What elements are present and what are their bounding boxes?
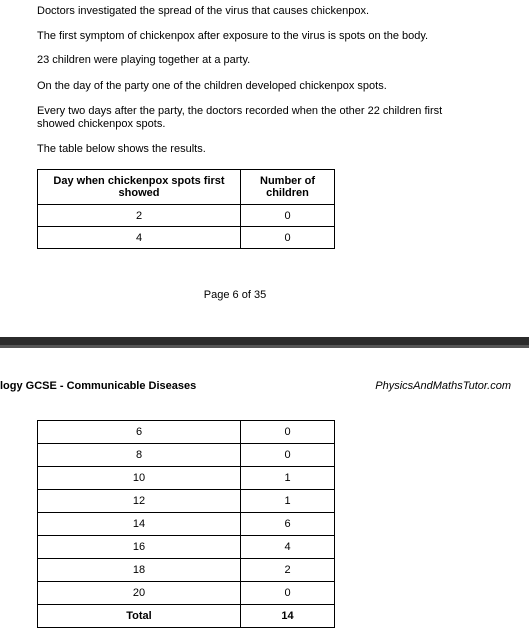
cell-day: 16 — [38, 536, 241, 559]
cell-count: 0 — [241, 582, 335, 605]
cell-total-label: Total — [38, 605, 241, 628]
table-row — [38, 536, 335, 559]
page-divider-edge — [0, 345, 529, 348]
cell-count: 6 — [241, 513, 335, 536]
cell-count: 0 — [241, 444, 335, 467]
results-table-continued — [37, 420, 335, 628]
cell-count: 0 — [241, 421, 335, 444]
cell-day: 8 — [38, 444, 241, 467]
cell-day: 6 — [38, 421, 241, 444]
header-children: Number of children — [241, 170, 335, 205]
paragraph-intro: Doctors investigated the spread of the virus that causes chickenpox. — [37, 5, 370, 17]
table-header-row — [38, 170, 335, 205]
cell-day: 20 — [38, 582, 241, 605]
paragraph-first-case: On the day of the party one of the children developed chickenpox spots. — [37, 80, 387, 92]
cell-day: 12 — [38, 490, 241, 513]
header-day: Day when chickenpox spots first showed — [38, 170, 241, 205]
cell-day: 10 — [38, 467, 241, 490]
cell-count: 2 — [241, 559, 335, 582]
paragraph-table-intro: The table below shows the results. — [37, 143, 206, 155]
cell-day: 2 — [38, 205, 241, 227]
table-row — [38, 513, 335, 536]
header-site: PhysicsAndMathsTutor.com — [375, 380, 511, 392]
cell-count: 1 — [241, 467, 335, 490]
results-table-top — [37, 169, 335, 249]
table-total-row — [38, 605, 335, 628]
paragraph-recording: Every two days after the party, the doctors recorded when the other 22 children first showed chickenpox spots. — [37, 105, 443, 130]
cell-total-value: 14 — [241, 605, 335, 628]
table-row — [38, 444, 335, 467]
table-row — [38, 582, 335, 605]
cell-count: 1 — [241, 490, 335, 513]
table-row — [38, 205, 335, 227]
table-row — [38, 490, 335, 513]
paragraph-party: 23 children were playing together at a party. — [37, 54, 251, 66]
cell-day: 14 — [38, 513, 241, 536]
cell-count: 0 — [241, 227, 335, 249]
page-number: Page 6 of 35 — [203, 289, 267, 301]
header-title: logy GCSE - Communicable Diseases — [0, 380, 197, 392]
table-row — [38, 227, 335, 249]
table-row — [38, 467, 335, 490]
cell-count: 4 — [241, 536, 335, 559]
paragraph-symptom: The first symptom of chickenpox after exposure to the virus is spots on the body. — [37, 30, 429, 42]
table-row — [38, 421, 335, 444]
cell-day: 4 — [38, 227, 241, 249]
table-row — [38, 559, 335, 582]
cell-day: 18 — [38, 559, 241, 582]
cell-count: 0 — [241, 205, 335, 227]
